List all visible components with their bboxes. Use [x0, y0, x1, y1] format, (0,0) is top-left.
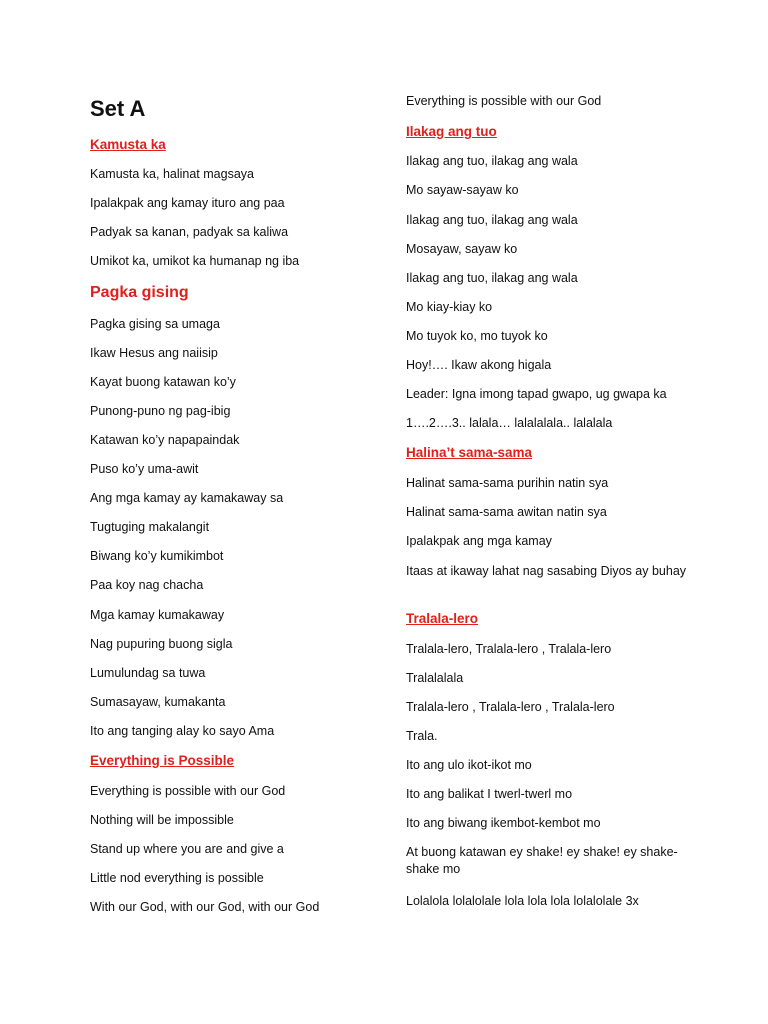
lyric-line: Ito ang ulo ikot-ikot mo [406, 758, 532, 772]
lyric-line: Tralalalala [406, 671, 464, 685]
lyric-line: Stand up where you are and give a [90, 842, 284, 856]
song-title-everything-is-possible: Everything is Possible [90, 753, 235, 768]
lyric-line: Sumasayaw, kumakanta [90, 695, 226, 709]
lyric-line: Ilakag ang tuo, ilakag ang wala [406, 271, 578, 285]
lyric-line: Ikaw Hesus ang naiisip [90, 346, 218, 360]
lyric-line: Everything is possible with our God [90, 784, 286, 798]
song-title-tralala-lero: Tralala-lero [406, 611, 479, 626]
lyric-line: At buong katawan ey shake! ey shake! ey shake-shake mo [406, 845, 678, 876]
lyric-line: Nag pupuring buong sigla [90, 637, 233, 651]
lyric-line: Kamusta ka, halinat magsaya [90, 167, 254, 181]
lyric-line: Trala. [406, 729, 438, 743]
lyric-line: Mo tuyok ko, mo tuyok ko [406, 329, 548, 343]
lyric-line: Tralala-lero, Tralala-lero , Tralala-lero [406, 642, 612, 656]
lyric-line: Ilakag ang tuo, ilakag ang wala [406, 154, 578, 168]
lyric-line: Halinat sama-sama purihin natin sya [406, 476, 609, 490]
set-title: Set A [90, 96, 146, 121]
lyric-line: Little nod everything is possible [90, 871, 264, 885]
lyric-line: Ito ang biwang ikembot-kembot mo [406, 816, 601, 830]
lyric-line: Puso ko’y uma-awit [90, 462, 199, 476]
lyric-line: Lolalola lolalolale lola lola lola lolalolale 3x [406, 894, 639, 908]
lyric-line: Mga kamay kumakaway [90, 608, 225, 622]
lyric-line: Punong-puno ng pag-ibig [90, 404, 231, 418]
lyric-line: Ilakag ang tuo, ilakag ang wala [406, 213, 578, 227]
lyric-line: Mo kiay-kiay ko [406, 300, 493, 314]
lyric-line: 1….2….3.. lalala… lalalalala.. lalalala [406, 416, 613, 430]
lyric-line: Ito ang balikat I twerl-twerl mo [406, 787, 573, 801]
lyric-line: Everything is possible with our God [406, 94, 602, 108]
lyric-line: Paa koy nag chacha [90, 578, 204, 592]
lyric-line: Ito ang tanging alay ko sayo Ama [90, 724, 275, 738]
lyric-line: Itaas at ikaway lahat nag sasabing Diyos ay buhay [406, 564, 687, 578]
lyric-line: Tralala-lero , Tralala-lero , Tralala-lero [406, 700, 615, 714]
lyric-line: Tugtuging makalangit [90, 520, 210, 534]
lyric-line: Nothing will be impossible [90, 813, 234, 827]
lyric-line: Hoy!…. Ikaw akong higala [406, 358, 552, 372]
lyric-line: Mosayaw, sayaw ko [406, 242, 518, 256]
song-title-halinat-sama-sama: Halina’t sama-sama [406, 445, 533, 460]
lyric-line: Katawan ko’y napapaindak [90, 433, 240, 447]
song-title-ilakag-ang-tuo: Ilakag ang tuo [406, 124, 497, 139]
lyric-line: Ang mga kamay ay kamakaway sa [90, 491, 284, 505]
lyric-line: With our God, with our God, with our God [90, 900, 320, 914]
lyric-line: Pagka gising sa umaga [90, 317, 220, 331]
lyric-line: Ipalakpak ang mga kamay [406, 534, 552, 548]
song-title-kamusta-ka: Kamusta ka [90, 137, 166, 152]
song-title-pagka-gising: Pagka gising [90, 284, 189, 301]
lyric-line: Padyak sa kanan, padyak sa kaliwa [90, 225, 289, 239]
lyric-line: Halinat sama-sama awitan natin sya [406, 505, 607, 519]
lyric-line: Kayat buong katawan ko’y [90, 375, 236, 389]
lyric-line: Mo sayaw-sayaw ko [406, 183, 519, 197]
lyric-line: Ipalakpak ang kamay ituro ang paa [90, 196, 285, 210]
lyric-line: Umikot ka, umikot ka humanap ng iba [90, 254, 300, 268]
lyric-line: Lumulundag sa tuwa [90, 666, 206, 680]
lyric-line: Biwang ko’y kumikimbot [90, 549, 224, 563]
lyric-line: Leader: Igna imong tapad gwapo, ug gwapa ka [406, 387, 667, 401]
